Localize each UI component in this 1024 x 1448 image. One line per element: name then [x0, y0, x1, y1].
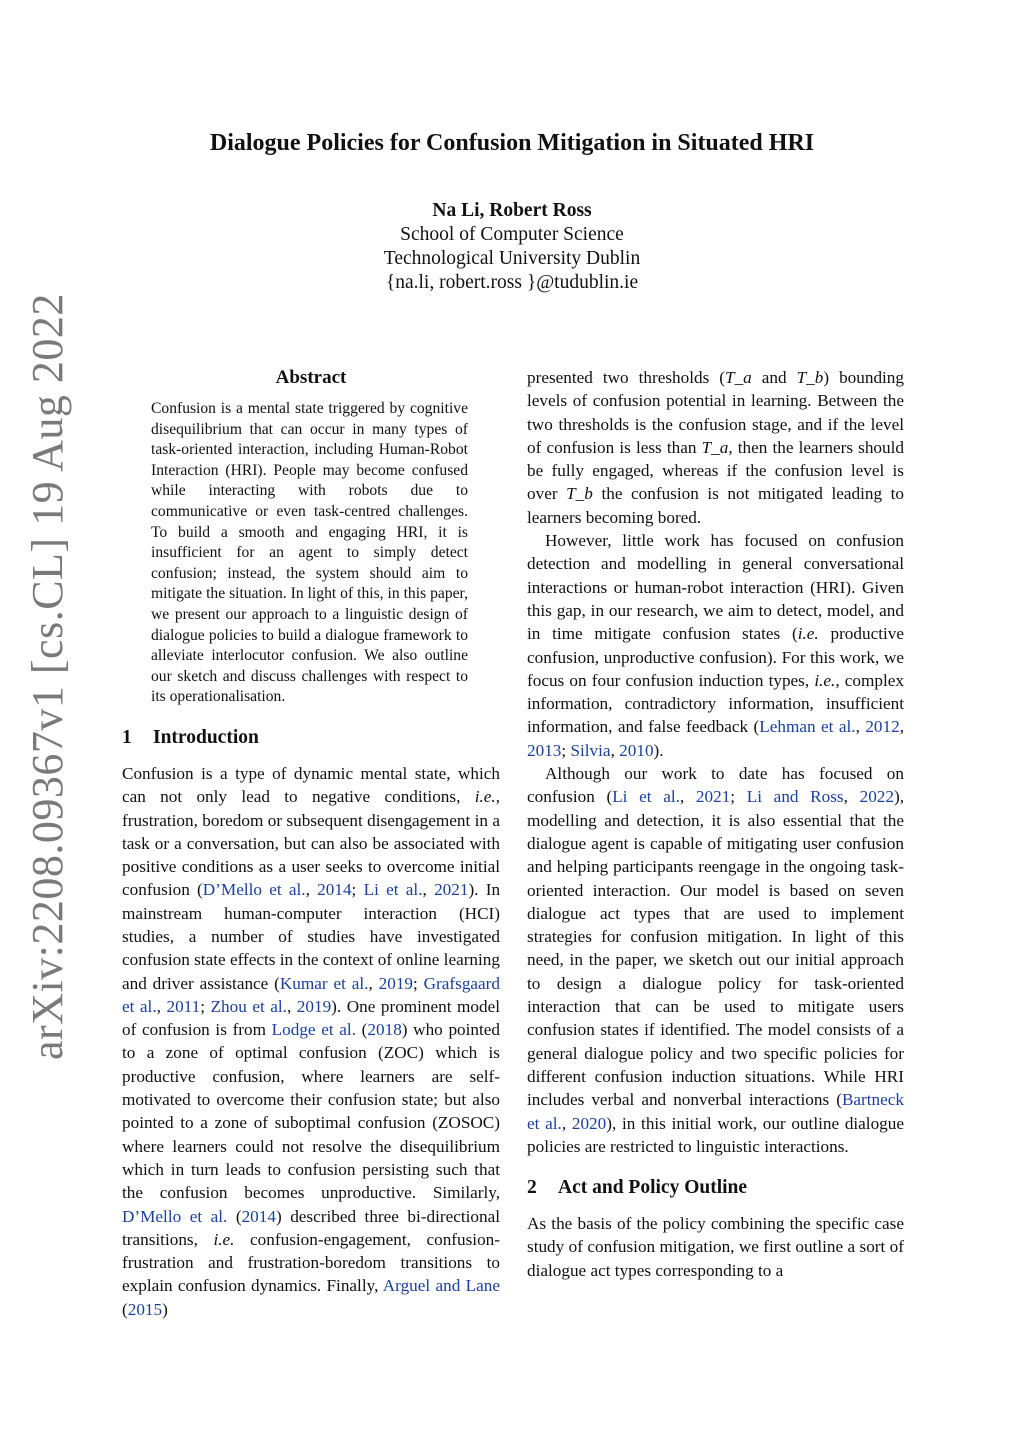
affiliation-school: School of Computer Science [400, 224, 624, 245]
citation-link[interactable]: Lodge et al. [271, 1020, 357, 1040]
citation-link[interactable]: Zhou et al. [210, 996, 287, 1016]
citation-year-link[interactable]: 2010 [619, 740, 654, 760]
citation-year-link[interactable]: 2022 [859, 787, 894, 807]
citation-link[interactable]: Grafsgaard et al. [122, 973, 500, 1016]
citation-year-link[interactable]: 2021 [434, 880, 469, 900]
math-ta: T_a [725, 368, 752, 387]
math-ta: T_a [701, 437, 729, 457]
thresholds-paragraph: presented two thresholds (T_a and T_b) bounding levels of confusion potential in learning. Between the two thresholds is the confusion stage, and if the level of confusion is less than T_a, then the learners should be fully engaged, whereas if the confusion level is over T_b the confusion is not mitigated leading to learners becoming bored. [527, 368, 904, 527]
citation-link[interactable]: Li et al. [612, 787, 680, 807]
citation-year-link[interactable]: 2013 [527, 740, 562, 760]
math-tb: T_b [566, 484, 593, 504]
citation-link[interactable]: Li and Ross [746, 787, 844, 807]
section-heading-introduction [122, 725, 500, 751]
abstract-heading: Abstract [275, 367, 347, 388]
citation-year-link[interactable]: 2014 [241, 1206, 276, 1226]
section-number: 2 [527, 1177, 537, 1199]
citation-year-link[interactable]: 2018 [367, 1020, 402, 1040]
paper-title: Dialogue Policies for Confusion Mitigation in Situated HRI [209, 130, 815, 156]
math-tb: T_b [796, 368, 824, 387]
citation-link[interactable]: Bartneck et al. [527, 1090, 904, 1133]
affiliation-university: Technological University Dublin [383, 248, 641, 269]
act-policy-paragraph: As the basis of the policy combining the specific case study of confusion mitigation, we first outline a sort of dialogue act types corresponding to a [527, 1214, 904, 1280]
citation-link[interactable]: Lehman et al. [759, 717, 856, 737]
citation-year-link[interactable]: 2014 [317, 880, 352, 900]
citation-year-link[interactable]: 2019 [296, 996, 332, 1016]
citation-year-link[interactable]: 2020 [571, 1113, 607, 1133]
citation-link[interactable]: Arguel and Lane [382, 1276, 500, 1296]
citation-link[interactable]: Li et al. [363, 880, 423, 900]
author-names: Na Li, Robert Ross [432, 200, 592, 221]
citation-year-link[interactable]: 2011 [166, 996, 201, 1016]
gap-paragraph: However, little work has focused on confusion detection and modelling in general conversational interactions or human-robot interaction (HRI). Given this gap, in our research, we aim to detect, model, and in time mitigate confusion states (i.e. productive confusion, unproductive confusion). For this work, we focus on four confusion induction types, i.e., complex information, contradictory information, insufficient information, and false feedback (Lehman et al., 2012, 2013; Silvia, 2010). [527, 531, 904, 760]
abstract-text: Confusion is a mental state triggered by cognitive disequilibrium that can occur in many types of task-oriented interaction, including Human-Robot Interaction (HRI). People may become confused while interacting with robots due to communicative or even task-centred challenges. To build a smooth and engaging HRI, it is insufficient for an agent to simply detect confusion; instead, the system should aim to mitigate the situation. In light of this, in this paper, we present our approach to a linguistic design of dialogue policies to build a dialogue framework to alleviate interlocutor confusion. We also outline our sketch and discuss challenges with respect to its operationalisation. [151, 400, 468, 706]
citation-link[interactable]: Silvia [570, 740, 611, 760]
section-title: Act and Policy Outline [558, 1177, 748, 1199]
approach-paragraph: Although our work to date has focused on confusion (Li et al., 2021; Li and Ross, 2022), modelling and detection, it is also essential that the dialogue agent is capable of mitigating user confusion and helping participants reengage in the ongoing task-oriented interaction. Our model is based on seven dialogue act types that are used to implement strategies for confusion mitigation. In light of this need, in the paper, we sketch out our initial approach to design a dialogue policy for task-oriented interaction that can be used to mitigate users confusion states if identified. The model consists of a general dialogue policy and two specific policies for different confusion induction situations. While HRI includes verbal and nonverbal interactions (Bartneck et al., 2020), in this initial work, our outline dialogue policies are restricted to linguistic interactions. [527, 764, 905, 1156]
left-column [122, 365, 500, 1321]
citation-year-link[interactable]: 2021 [695, 787, 731, 807]
citation-year-link[interactable]: 2015 [127, 1299, 163, 1319]
section-title: Introduction [153, 726, 259, 748]
right-column [527, 366, 904, 1282]
author-email: {na.li, robert.ross }@tudublin.ie [385, 272, 639, 293]
citation-link[interactable]: D’Mello et al. [122, 1206, 228, 1226]
section-number: 1 [122, 726, 132, 748]
citation-year-link[interactable]: 2012 [865, 717, 900, 737]
citation-year-link[interactable]: 2019 [378, 973, 413, 993]
citation-link[interactable]: Kumar et al. [279, 973, 369, 993]
arxiv-stamp: arXiv:2208.09367v1 [cs.CL] 19 Aug 2022 [23, 293, 72, 1060]
section-heading-act-policy [527, 1175, 904, 1201]
author-block [0, 199, 1024, 295]
citation-link[interactable]: D’Mello et al. [202, 880, 306, 900]
intro-paragraph: Confusion is a type of dynamic mental state, which can not only lead to negative conditions, i.e., frustration, boredom or subsequent disengagement in a task or a conversation, but can also be associated with positive conditions as a user seeks to overcome initial confusion (D’Mello et al., 2014; Li et al., 2021). In mainstream human-computer interaction (HCI) studies, a number of studies have investigated confusion state effects in the context of online learning and driver assistance (Kumar et al., 2019; Grafsgaard et al., 2011; Zhou et al., 2019). One prominent model of confusion is from Lodge et al. (2018) who pointed to a zone of optimal confusion (ZOC) which is productive confusion, where learners are self-motivated to overcome their confusion state; but also pointed to a zone of suboptimal confusion (ZOSOC) where learners could not resolve the disequilibrium which in turn leads to confusion persisting such that the confusion becomes unproductive. Similarly, D’Mello et al. (2014) described three bi-directional transitions, i.e. confusion-engagement, confusion-frustration and frustration-boredom transitions to explain confusion dynamics. Finally, Arguel and Lane (2015) [122, 763, 501, 1319]
